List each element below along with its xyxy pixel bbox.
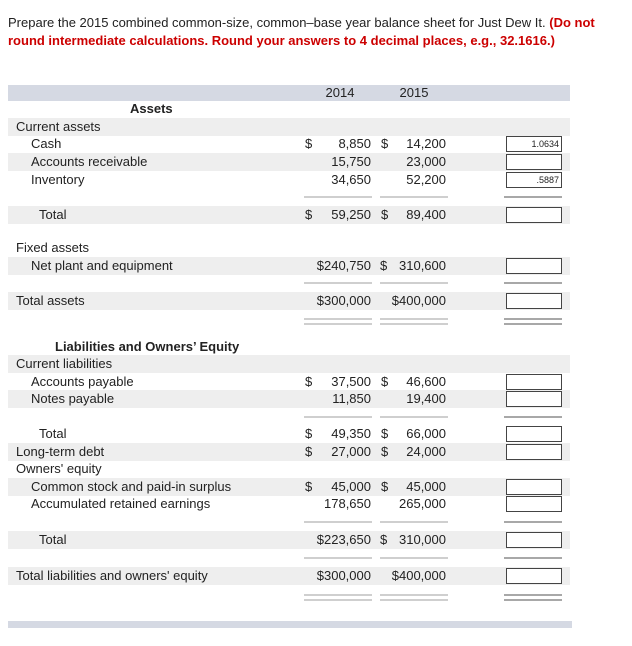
ltd-2015-value: 24,000 [406,444,446,459]
underline [304,521,372,523]
tcl-2014-dollar: $ [305,426,313,441]
tle-answer-input[interactable] [506,568,562,584]
cs-2014-value: 45,000 [331,479,371,494]
liabilities-title: Liabilities and Owners’ Equity [55,339,240,354]
current-liabilities-label: Current liabilities [16,356,113,371]
ap-2015-value: 46,600 [406,374,446,389]
te-answer-input[interactable] [506,532,562,548]
net-plant-2014-value: $240,750 [316,258,371,273]
underline [380,416,448,418]
ar-label: Accounts receivable [31,154,148,169]
double-underline [304,594,372,596]
underline [304,196,372,198]
np-2014-value: 11,850 [332,391,371,406]
tcl-2015-value: 66,000 [406,426,446,441]
current-assets-label: Current assets [16,119,101,134]
ap-2015-dollar: $ [381,374,389,389]
tcl-2014-value: 49,350 [331,426,371,441]
te-2014-value: $223,650 [316,532,371,547]
total-assets-label: Total assets [16,293,85,308]
double-underline [504,599,562,601]
total-current-assets-label: Total [39,207,67,222]
tcl-answer-input[interactable] [506,426,562,442]
net-plant-2015-dollar: $ [380,258,388,273]
tcl-2015-dollar: $ [381,426,389,441]
ar-2014-value: 15,750 [331,154,371,169]
total-assets-answer-input[interactable] [506,293,562,309]
tca-2015-value: 89,400 [406,207,446,222]
ap-label: Accounts payable [31,374,134,389]
instructions [8,14,608,50]
double-underline [380,323,448,325]
inventory-answer-input[interactable] [506,172,562,188]
double-underline [380,318,448,320]
ltd-2015-dollar: $ [381,444,389,459]
instructions-emphasis: (Do not round intermediate calculations. Round your answers to 4 decimal places, e.g., 32.1616.) [8,15,595,48]
underline [304,557,372,559]
row-bg [8,292,570,310]
assets-title: Assets [130,101,173,116]
cash-label: Cash [31,136,62,151]
inventory-2015-value: 52,200 [406,172,446,187]
common-stock-label: Common stock and paid-in surplus [31,479,232,494]
net-plant-label: Net plant and equipment [31,258,173,273]
underline [380,557,448,559]
ap-2014-dollar: $ [305,374,313,389]
instructions-text: Prepare the 2015 combined common-size, common–base year balance sheet for Just Dew It. [8,15,546,30]
double-underline [504,318,562,320]
double-underline [504,594,562,596]
re-2015-value: 265,000 [399,496,446,511]
total-assets-2015-value: $400,000 [391,293,446,308]
re-answer-input[interactable] [506,496,562,512]
year-2014-header: 2014 [325,85,355,100]
total-current-liabilities-label: Total [39,426,67,441]
row-bg [8,531,570,549]
cash-2014-dollar: $ [305,136,313,151]
ltd-label: Long-term debt [16,444,105,459]
tca-2014-value: 59,250 [331,207,371,222]
inventory-2014-value: 34,650 [331,172,371,187]
ap-answer-input[interactable] [506,374,562,390]
double-underline [504,323,562,325]
tle-2015-value: $400,000 [391,568,446,583]
np-answer-input[interactable] [506,391,562,407]
row-bg [8,206,570,224]
table-header-bar [8,85,570,101]
tca-answer-input[interactable] [506,207,562,223]
fixed-assets-label: Fixed assets [16,240,89,255]
te-2015-value: 310,000 [399,532,446,547]
owners-equity-label: Owners' equity [16,461,102,476]
ar-answer-input[interactable] [506,154,562,170]
net-plant-2015-value: 310,600 [399,258,446,273]
ar-2015-value: 23,000 [406,154,446,169]
total-assets-2014-value: $300,000 [316,293,371,308]
total-le-label: Total liabilities and owners' equity [16,568,208,583]
inventory-label: Inventory [31,172,85,187]
tle-2014-value: $300,000 [316,568,371,583]
underline [504,196,562,198]
double-underline [380,594,448,596]
double-underline [380,599,448,601]
underline [380,521,448,523]
re-2014-value: 178,650 [324,496,371,511]
net-plant-answer-input[interactable] [506,258,562,274]
np-2015-value: 19,400 [406,391,446,406]
retained-earnings-label: Accumulated retained earnings [31,496,211,511]
underline [380,282,448,284]
underline [380,196,448,198]
ltd-answer-input[interactable] [506,444,562,460]
table-footer-bar [8,621,572,628]
cs-2014-dollar: $ [305,479,313,494]
cs-2015-dollar: $ [381,479,389,494]
ap-2014-value: 37,500 [331,374,371,389]
double-underline [304,318,372,320]
cash-2014-value: 8,850 [338,136,371,151]
ltd-2014-value: 27,000 [331,444,371,459]
underline [504,416,562,418]
underline [304,282,372,284]
np-label: Notes payable [31,391,115,406]
tca-2014-dollar: $ [305,207,313,222]
year-2015-header: 2015 [399,85,429,100]
double-underline [304,323,372,325]
cs-answer-input[interactable] [506,479,562,495]
cash-answer-input[interactable] [506,136,562,152]
cash-2015-value: 14,200 [406,136,446,151]
te-2015-dollar: $ [380,532,388,547]
total-equity-label: Total [39,532,67,547]
cs-2015-value: 45,000 [406,479,446,494]
double-underline [304,599,372,601]
ltd-2014-dollar: $ [305,444,313,459]
underline [304,416,372,418]
tca-2015-dollar: $ [381,207,389,222]
underline [504,521,562,523]
cash-2015-dollar: $ [381,136,389,151]
underline [504,282,562,284]
underline [504,557,562,559]
